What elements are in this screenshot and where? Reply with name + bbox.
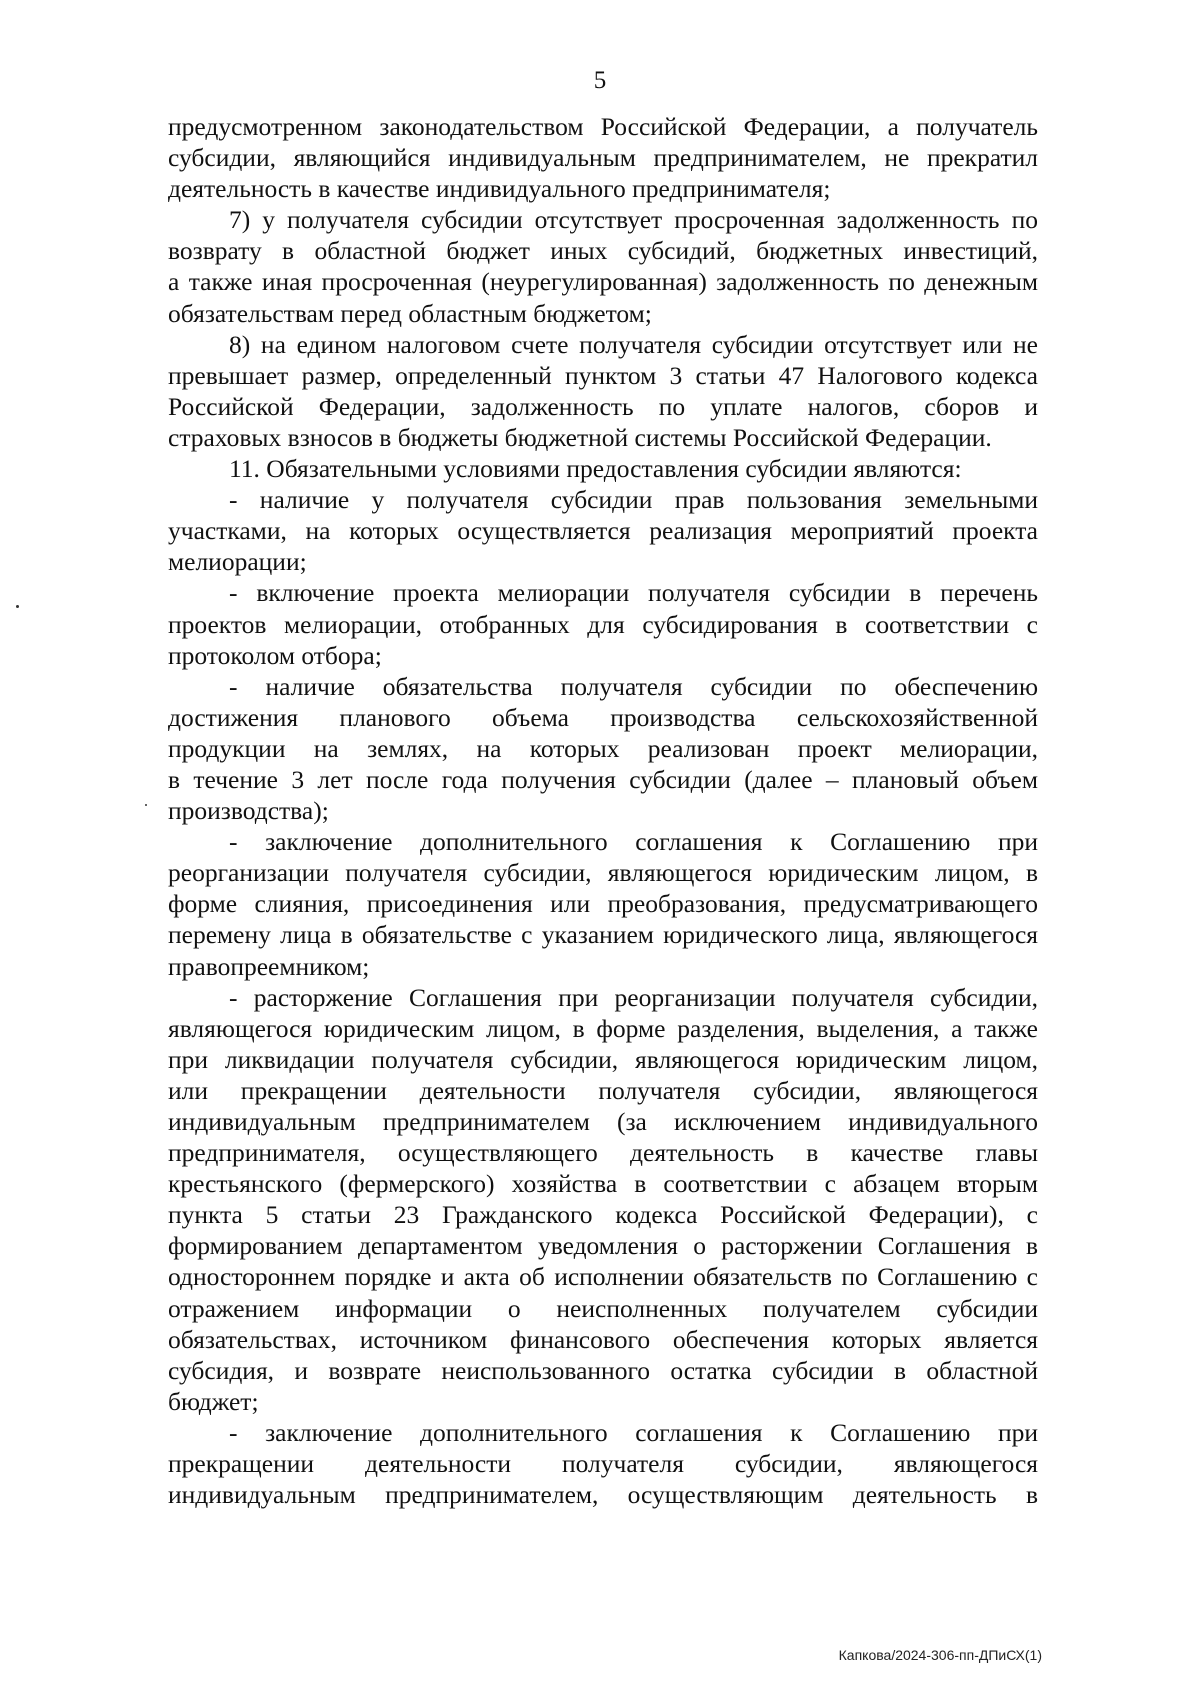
text-line: прекращении деятельности получателя субсидии, являющегося (168, 1449, 1038, 1479)
text-line: производства); (168, 796, 329, 826)
text-line: протоколом отбора; (168, 640, 382, 670)
text-line: превышает размер, определенный пунктом 3 статьи 47 Налогового кодекса (168, 360, 1038, 390)
text-line: - заключение дополнительного соглашения к Соглашению при (229, 827, 1038, 857)
text-line: участками, на которых осуществляется реализация мероприятий проекта (168, 516, 1038, 546)
text-line: крестьянского (фермерского) хозяйства в соответствии с абзацем вторым (168, 1169, 1038, 1199)
text-line: достижения планового объема производства сельскохозяйственной (168, 702, 1038, 732)
text-line: отражением информации о неисполненных получателем субсидии (168, 1293, 1038, 1323)
document-body (168, 111, 1038, 1510)
text-line: мелиорации; (168, 547, 307, 577)
text-line: индивидуальным предпринимателем, осуществляющим деятельность в (168, 1480, 1038, 1510)
text-line: 7) у получателя субсидии отсутствует просроченная задолженность по (229, 205, 1038, 235)
text-line: а также иная просроченная (неурегулированная) задолженность по денежным (168, 267, 1038, 297)
text-line: 11. Обязательными условиями предоставления субсидии являются: (229, 454, 962, 484)
text-line: бюджет; (168, 1386, 259, 1416)
text-line: проектов мелиорации, отобранных для субсидирования в соответствии с (168, 609, 1038, 639)
text-line: деятельность в качестве индивидуального предпринимателя; (168, 174, 831, 204)
text-line: реорганизации получателя субсидии, являющегося юридическим лицом, в (168, 858, 1038, 888)
text-line: страховых взносов в бюджеты бюджетной системы Российской Федерации. (168, 422, 992, 452)
page-number: 5 (593, 67, 607, 94)
text-line: - включение проекта мелиорации получателя субсидии в перечень (229, 578, 1038, 608)
text-line: - наличие у получателя субсидии прав пользования земельными (229, 485, 1038, 515)
text-line: субсидии, являющийся индивидуальным предпринимателем, не прекратил (168, 143, 1038, 173)
text-line: являющегося юридическим лицом, в форме разделения, выделения, а также (168, 1013, 1038, 1043)
text-line: 8) на едином налоговом счете получателя субсидии отсутствует или не (229, 329, 1038, 359)
text-line: форме слияния, присоединения или преобразования, предусматривающего (168, 889, 1038, 919)
text-line: при ликвидации получателя субсидии, являющегося юридическим лицом, (168, 1044, 1038, 1074)
text-line: обязательствам перед областным бюджетом; (168, 298, 652, 328)
text-line: формированием департаментом уведомления о расторжении Соглашения в (168, 1231, 1038, 1261)
document-footer-code: Капкова/2024-306-пп-ДПиСХ(1) (838, 1647, 1042, 1663)
text-line: или прекращении деятельности получателя субсидии, являющегося (168, 1075, 1038, 1105)
text-line: одностороннем порядке и акта об исполнении обязательств по Соглашению с (168, 1262, 1038, 1292)
text-line: индивидуальным предпринимателем (за исключением индивидуального (168, 1107, 1038, 1136)
text-line: - наличие обязательства получателя субсидии по обеспечению (229, 671, 1038, 701)
text-line: - заключение дополнительного соглашения к Соглашению при (229, 1417, 1038, 1447)
text-line: продукции на землях, на которых реализован проект мелиорации, (168, 733, 1038, 763)
text-line: возврату в областной бюджет иных субсидий, бюджетных инвестиций, (168, 236, 1038, 266)
text-line: - расторжение Соглашения при реорганизации получателя субсидии, (229, 982, 1038, 1012)
text-line: субсидия, и возврате неиспользованного остатка субсидии в областной (168, 1355, 1038, 1385)
scan-speck (16, 605, 19, 608)
text-line: перемену лица в обязательстве с указанием юридического лица, являющегося (168, 920, 1038, 950)
text-line: Российской Федерации, задолженность по уплате налогов, сборов и (168, 391, 1038, 421)
text-line: пункта 5 статьи 23 Гражданского кодекса Российской Федерации), с (168, 1200, 1038, 1230)
text-line: обязательствах, источником финансового обеспечения которых является (168, 1324, 1038, 1354)
text-line: правопреемником; (168, 951, 370, 981)
text-line: предусмотренном законодательством Российской Федерации, а получатель (168, 112, 1038, 141)
text-line: в течение 3 лет после года получения субсидии (далее – плановый объем (168, 764, 1038, 794)
text-line: предпринимателя, осуществляющего деятельность в качестве главы (168, 1138, 1038, 1168)
scan-speck (145, 804, 147, 806)
